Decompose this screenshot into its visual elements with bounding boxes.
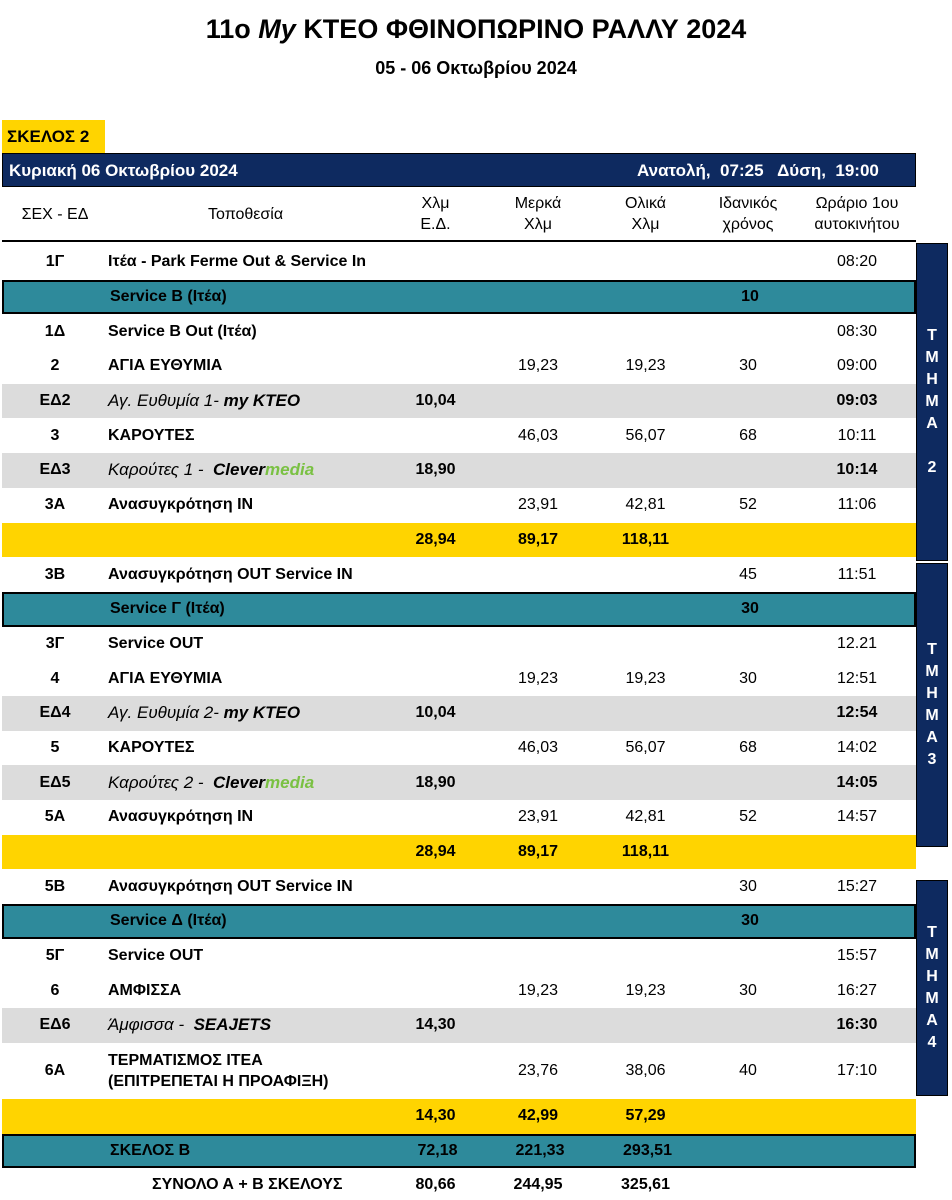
row-location: Service OUT xyxy=(108,947,204,965)
row-code: ΕΔ3 xyxy=(39,461,71,479)
col-liaison-1: Μερκά xyxy=(514,195,562,212)
row-code: 5 xyxy=(50,738,60,756)
row-ideal: 52 xyxy=(739,808,757,826)
row-ss-km: 28,94 xyxy=(415,843,456,861)
row-code: ΕΔ5 xyxy=(39,773,71,791)
stage-row xyxy=(2,696,916,731)
row-code: 5Α xyxy=(44,808,66,826)
row-code: 6Α xyxy=(44,1061,66,1079)
row-time: 11:06 xyxy=(837,496,877,514)
col-total xyxy=(593,193,698,235)
row-total: 19,23 xyxy=(625,981,666,999)
leg-total-row xyxy=(2,1134,916,1169)
row-location: ΑΜΦΙΣΣΑ xyxy=(108,981,182,999)
table-row xyxy=(2,973,916,1008)
col-liaison-2: Χλμ xyxy=(524,216,552,233)
row-total: 118,11 xyxy=(621,530,670,548)
row-total: 57,29 xyxy=(625,1107,666,1125)
col-ideal xyxy=(698,193,798,235)
section-letter: Μ xyxy=(925,349,939,366)
service-row xyxy=(2,904,916,939)
section-letter: 3 xyxy=(927,751,937,768)
row-total: 42,81 xyxy=(625,496,666,514)
section-label-2 xyxy=(916,243,948,561)
row-time: 11:51 xyxy=(837,565,877,583)
title-my: My xyxy=(258,14,296,44)
stage-sponsor-media: media xyxy=(265,772,315,792)
row-location: ΚΑΡΟΥΤΕΣ xyxy=(108,426,195,444)
stage-row xyxy=(2,1008,916,1043)
section-letter: Μ xyxy=(925,707,939,724)
stage-sponsor: Clever xyxy=(213,460,266,480)
row-ideal: 45 xyxy=(739,565,757,583)
row-location: Ανασυγκρότηση OUT Service IN xyxy=(108,877,353,895)
row-location: Service OUT xyxy=(108,634,204,652)
subtotal-row xyxy=(2,523,916,558)
finish-row xyxy=(2,1043,916,1099)
row-liaison: 23,91 xyxy=(517,496,559,514)
row-time: 15:57 xyxy=(836,947,878,965)
col-ideal-1: Ιδανικός xyxy=(718,195,778,212)
row-location: Ανασυγκρότηση OUT Service IN xyxy=(108,565,353,583)
row-time: 10:11 xyxy=(837,426,877,444)
grand-total-total: 325,61 xyxy=(621,1176,670,1193)
section-letter: Μ xyxy=(925,393,939,410)
stage-row xyxy=(2,453,916,488)
section-letter: Α xyxy=(926,729,938,746)
row-code: 3Γ xyxy=(45,634,65,652)
row-ideal: 30 xyxy=(739,981,757,999)
row-time: 14:02 xyxy=(836,738,878,756)
title-prefix: 11ο xyxy=(205,14,251,44)
row-location: Ανασυγκρότηση ΙΝ xyxy=(108,496,254,514)
stage-sponsor: Clever xyxy=(213,772,266,792)
table-row xyxy=(2,314,916,349)
row-ideal: 68 xyxy=(739,426,757,444)
row-total: 56,07 xyxy=(625,426,666,444)
row-liaison: 46,03 xyxy=(517,738,559,756)
row-code: 5Γ xyxy=(45,947,65,965)
leg-header-bar xyxy=(2,153,916,187)
col-ss-km-1: Χλμ xyxy=(421,195,450,212)
row-location: Service B Out (Ιτέα) xyxy=(108,322,257,340)
page-subtitle: 05 - 06 Οκτωβρίου 2024 xyxy=(375,58,577,78)
row-time: 10:14 xyxy=(836,461,878,479)
row-time: 09:00 xyxy=(836,357,878,375)
table-row xyxy=(2,418,916,453)
row-location: ΑΓΙΑ ΕΥΘΥΜΙΑ xyxy=(108,669,223,687)
row-total: 38,06 xyxy=(625,1061,666,1079)
col-ss-km xyxy=(388,193,483,235)
row-location: Ανασυγκρότηση ΙΝ xyxy=(108,808,254,826)
stage-sponsor: my KTEO xyxy=(223,391,301,411)
row-ideal: 30 xyxy=(741,600,759,618)
section-letter: Α xyxy=(926,1012,938,1029)
row-location: ΣΚΕΛΟΣ Β xyxy=(110,1141,191,1159)
stage-sponsor-media: media xyxy=(265,460,315,480)
section-letter: Η xyxy=(926,685,938,702)
section-letter: Η xyxy=(926,371,938,388)
stage-row xyxy=(2,384,916,419)
row-total: 56,07 xyxy=(625,738,666,756)
row-liaison: 221,33 xyxy=(515,1141,565,1159)
row-location xyxy=(108,453,388,488)
column-headers xyxy=(2,188,916,242)
row-total: 118,11 xyxy=(621,843,670,861)
col-ideal-2: χρόνος xyxy=(722,216,774,233)
row-ss-km: 10,04 xyxy=(415,392,456,410)
col-time xyxy=(798,193,916,235)
row-code: 1Γ xyxy=(45,253,65,271)
row-time: 14:05 xyxy=(836,773,878,791)
grand-total-liaison: 244,95 xyxy=(513,1176,563,1193)
row-liaison: 42,99 xyxy=(517,1107,559,1125)
col-total-1: Ολικά xyxy=(624,195,667,212)
row-code: 3Α xyxy=(44,496,66,514)
section-letter: 2 xyxy=(927,459,937,476)
table-row xyxy=(2,731,916,766)
section-letter-spacer xyxy=(917,435,947,457)
row-ideal: 52 xyxy=(739,496,757,514)
row-liaison: 19,23 xyxy=(517,357,559,375)
row-location: Service B (Ιτέα) xyxy=(110,288,227,306)
grand-total-label: ΣΥΝΟΛΟ Α + Β ΣΚΕΛΟΥΣ xyxy=(152,1176,343,1193)
row-time: 12:54 xyxy=(836,704,878,722)
row-ss-km: 18,90 xyxy=(415,773,456,791)
table-row xyxy=(2,939,916,974)
table-row xyxy=(2,627,916,662)
stage-name: Αγ. Ευθυμία 2- xyxy=(108,703,219,723)
row-liaison: 89,17 xyxy=(517,843,559,861)
row-time: 08:30 xyxy=(836,322,878,340)
stage-name: Άμφισσα - xyxy=(108,1015,185,1035)
table-row xyxy=(2,557,916,592)
row-ideal: 30 xyxy=(739,357,757,375)
row-time: 08:20 xyxy=(836,253,878,271)
section-letter: Μ xyxy=(925,990,939,1007)
row-total: 42,81 xyxy=(625,808,666,826)
row-code: ΕΔ4 xyxy=(39,704,71,722)
row-liaison: 23,76 xyxy=(517,1061,559,1079)
grand-total-row xyxy=(2,1170,916,1200)
row-ss-km: 18,90 xyxy=(415,461,456,479)
row-code: 1Δ xyxy=(44,322,66,340)
row-ideal: 30 xyxy=(739,669,757,687)
row-code: 5Β xyxy=(44,877,66,895)
row-code: 2 xyxy=(50,357,60,375)
row-location xyxy=(108,696,388,731)
col-liaison xyxy=(483,193,593,235)
row-code: 6 xyxy=(50,981,60,999)
stage-name: Αγ. Ευθυμία 1- xyxy=(108,391,219,411)
row-location: ΚΑΡΟΥΤΕΣ xyxy=(108,738,195,756)
page-title xyxy=(0,14,952,45)
stage-name: Καρούτες 2 - xyxy=(108,772,204,792)
sun-times: Ανατολή, 07:25 Δύση, 19:00 xyxy=(637,161,879,180)
row-location: Service Γ (Ιτέα) xyxy=(110,600,225,618)
row-ideal: 68 xyxy=(739,738,757,756)
subtotal-row xyxy=(2,1099,916,1134)
row-total: 19,23 xyxy=(625,669,666,687)
row-time: 16:27 xyxy=(836,981,878,999)
col-time-2: αυτοκινήτου xyxy=(814,216,900,233)
table-row xyxy=(2,800,916,835)
row-code: 3 xyxy=(50,426,60,444)
service-row xyxy=(2,280,916,315)
table-row xyxy=(2,488,916,523)
row-code: 4 xyxy=(50,669,60,687)
row-ss-km: 72,18 xyxy=(417,1141,458,1159)
section-letter: 4 xyxy=(927,1034,937,1051)
row-location xyxy=(108,384,388,419)
table-row xyxy=(2,349,916,384)
row-liaison: 23,91 xyxy=(517,808,559,826)
itinerary-table xyxy=(2,245,916,1168)
row-ss-km: 14,30 xyxy=(415,1016,456,1034)
finish-note: (ΕΠΙΤΡΕΠΕΤΑΙ Η ΠΡΟΑΦΙΞΗ) xyxy=(108,1072,329,1090)
row-time: 15:27 xyxy=(836,877,878,895)
finish-name: ΤΕΡΜΑΤΙΣΜΟΣ ΙΤΕΑ xyxy=(108,1051,263,1069)
service-row xyxy=(2,592,916,627)
row-liaison: 19,23 xyxy=(517,669,559,687)
leg-date: Κυριακή 06 Οκτωβρίου 2024 xyxy=(9,161,238,180)
row-time: 12:51 xyxy=(836,669,878,687)
row-ideal: 30 xyxy=(741,912,759,930)
section-letter: Τ xyxy=(927,641,937,658)
row-code: 3Β xyxy=(44,565,66,583)
col-location: Τοποθεσία xyxy=(208,206,284,223)
row-time: 17:10 xyxy=(836,1061,878,1079)
section-letter: Μ xyxy=(925,946,939,963)
row-time: 09:03 xyxy=(836,392,878,410)
row-total: 293,51 xyxy=(623,1141,672,1159)
section-letter: Α xyxy=(926,415,938,432)
row-time: 16:30 xyxy=(836,1016,878,1034)
col-code: ΣΕΧ - ΕΔ xyxy=(21,206,89,223)
col-time-1: Ωράριο 1ου xyxy=(815,195,899,212)
stage-name: Καρούτες 1 - xyxy=(108,460,204,480)
stage-sponsor: my KTEO xyxy=(223,703,301,723)
section-label-3 xyxy=(916,563,948,847)
stage-sponsor: SEAJETS xyxy=(193,1015,272,1035)
row-ideal: 30 xyxy=(739,877,757,895)
row-code: ΕΔ2 xyxy=(39,392,71,410)
row-ideal: 10 xyxy=(741,288,759,306)
section-letter: Η xyxy=(926,968,938,985)
row-location: Ιτέα - Park Ferme Out & Service In xyxy=(108,253,367,271)
row-location xyxy=(108,1008,388,1043)
section-letter: Τ xyxy=(927,924,937,941)
stage-row xyxy=(2,765,916,800)
grand-total-ss: 80,66 xyxy=(415,1176,456,1193)
row-location xyxy=(108,1043,388,1099)
row-liaison: 46,03 xyxy=(517,426,559,444)
row-time: 14:57 xyxy=(836,808,878,826)
row-ss-km: 10,04 xyxy=(415,704,456,722)
row-location: Service Δ (Ιτέα) xyxy=(110,912,227,930)
subtotal-row xyxy=(2,835,916,870)
section-letter: Μ xyxy=(925,663,939,680)
row-liaison: 89,17 xyxy=(517,530,559,548)
row-total: 19,23 xyxy=(625,357,666,375)
section-label-4 xyxy=(916,880,948,1096)
title-rest: ΚΤΕΟ ΦΘΙΝΟΠΩΡΙΝΟ ΡΑΛΛΥ 2024 xyxy=(303,14,747,44)
row-ss-km: 14,30 xyxy=(415,1107,456,1125)
leg-tag: ΣΚΕΛΟΣ 2 xyxy=(2,120,105,153)
table-row xyxy=(2,245,916,280)
col-ss-km-2: Ε.Δ. xyxy=(420,216,451,233)
row-time: 12.21 xyxy=(836,634,878,652)
row-location: ΑΓΙΑ ΕΥΘΥΜΙΑ xyxy=(108,357,223,375)
row-ideal: 40 xyxy=(739,1061,757,1079)
section-letter: Τ xyxy=(927,327,937,344)
row-code: ΕΔ6 xyxy=(39,1016,71,1034)
table-row xyxy=(2,661,916,696)
row-liaison: 19,23 xyxy=(517,981,559,999)
row-location xyxy=(108,765,388,800)
row-ss-km: 28,94 xyxy=(415,530,456,548)
col-total-2: Χλμ xyxy=(631,216,660,233)
table-row xyxy=(2,869,916,904)
